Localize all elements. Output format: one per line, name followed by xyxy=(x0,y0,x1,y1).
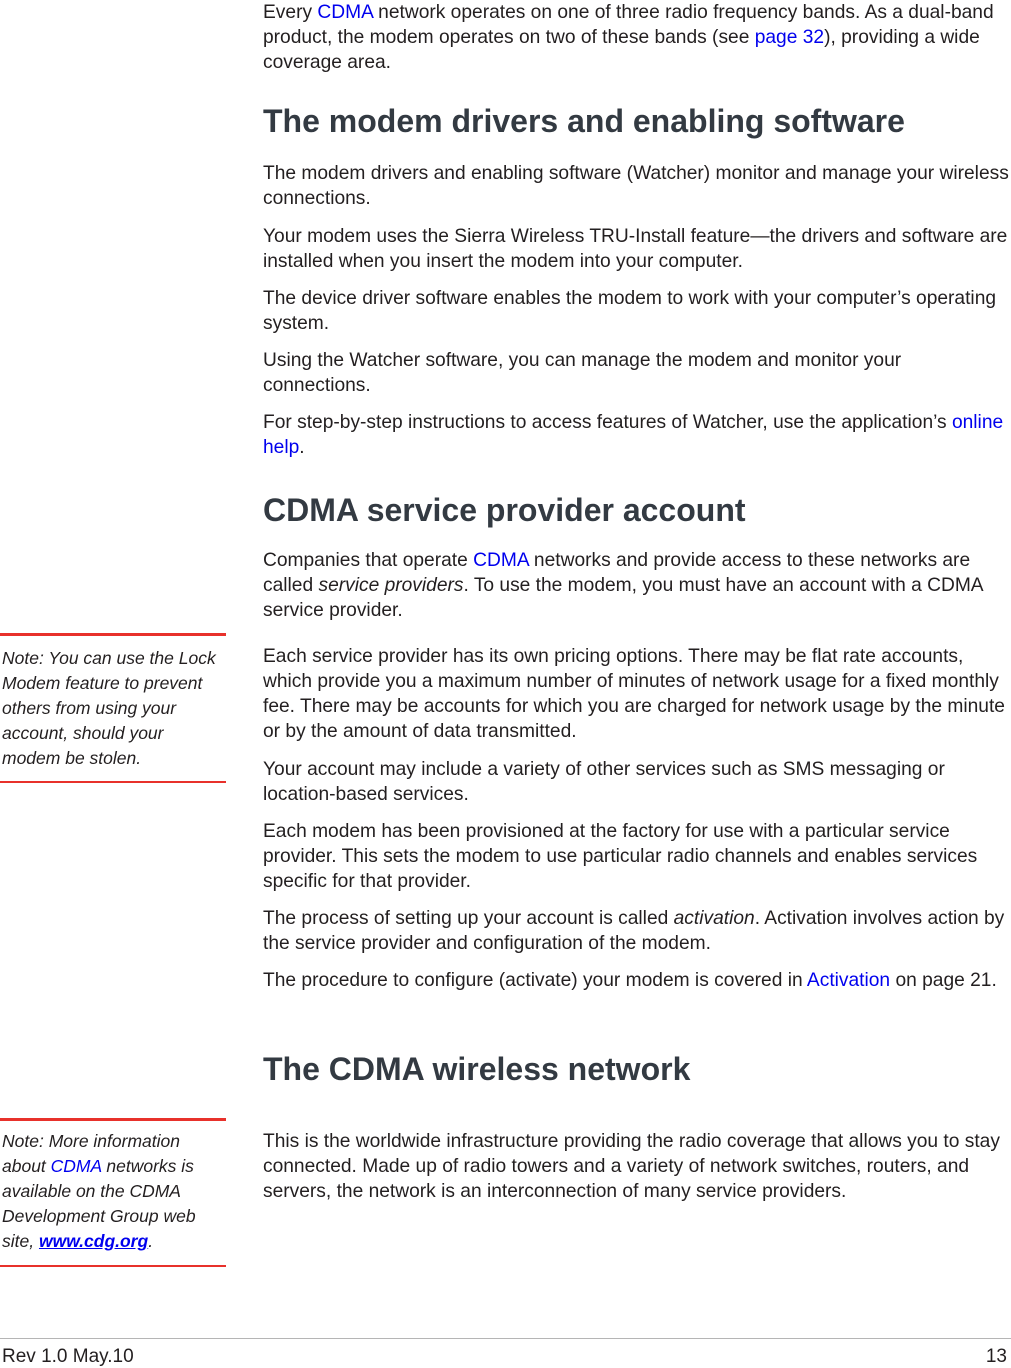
drivers-paragraph-2: Your modem uses the Sierra Wireless TRU-Install feature—the drivers and software are installed when you insert the modem into your computer. xyxy=(263,226,1008,272)
drivers-p5-text-2: . xyxy=(299,437,305,458)
account-p1-text-1: Companies that operate xyxy=(263,550,474,571)
service-providers-term: service providers xyxy=(318,575,464,596)
account-paragraph-3: Your account may include a variety of other services such as SMS messaging or location-based services. xyxy=(263,759,945,805)
cdma-link[interactable]: CDMA xyxy=(317,2,373,23)
network-paragraph-1: This is the worldwide infrastructure providing the radio coverage that allows you to stay connected. Made up of radio towers and a variety of network switches, routers, and servers, the network is an interconnection of many service providers. xyxy=(263,1131,1000,1202)
section-heading-account: CDMA service provider account xyxy=(263,492,746,528)
note2-text-2: networks is available on the CDMA Development Group web site, xyxy=(2,1156,196,1251)
note2-text-3: . xyxy=(148,1231,154,1251)
cdma-link[interactable]: CDMA xyxy=(50,1156,102,1176)
page-32-link[interactable]: page 32 xyxy=(754,27,825,48)
note2-text-1: Note: More information about xyxy=(2,1131,180,1176)
section-heading-drivers: The modem drivers and enabling software xyxy=(263,103,905,139)
intro-paragraph xyxy=(263,0,1011,75)
drivers-paragraph-3: The device driver software enables the modem to work with your computer’s operating system. xyxy=(263,288,997,334)
drivers-p5-text-1: For step-by-step instructions to access features of Watcher, use the application’s xyxy=(263,412,952,433)
note-cdg-info xyxy=(2,1129,226,1254)
intro-text-2: network operates on one of three radio frequency bands. As a dual-band product, the modem operates on two of these bands (see xyxy=(263,2,994,48)
activation-link[interactable]: Activation xyxy=(806,970,891,991)
activation-term: activation xyxy=(673,908,755,929)
drivers-paragraph-5 xyxy=(263,410,1011,460)
note-top-rule xyxy=(0,1118,226,1121)
account-p5-text-2: . Activation involves action by the service provider and configuration of the modem. xyxy=(263,908,1005,954)
account-paragraph-5 xyxy=(263,906,1011,956)
account-p6-text-1: The procedure to configure (activate) your modem is covered in xyxy=(263,970,807,991)
account-paragraph-2: Each service provider has its own pricing options. There may be flat rate accounts, which provide you a maximum number of minutes of network usage for a fixed monthly fee. There may be accounts for which you are charged for network usage by the minute or by the amount of data transmitted. xyxy=(263,646,1005,742)
account-paragraph-1 xyxy=(263,548,1011,623)
note-bottom-rule xyxy=(0,781,226,783)
drivers-paragraph-1: The modem drivers and enabling software (Watcher) monitor and manage your wireless connections. xyxy=(263,163,1009,209)
section-heading-network: The CDMA wireless network xyxy=(263,1051,691,1087)
note-top-rule xyxy=(0,633,226,636)
online-help-link[interactable]: online help xyxy=(263,412,1004,458)
drivers-paragraph-4: Using the Watcher software, you can manage the modem and monitor your connections. xyxy=(263,350,902,396)
cdg-website-link[interactable]: www.cdg.org xyxy=(38,1231,149,1251)
account-p1-text-2: networks and provide access to these networks are called xyxy=(263,550,971,596)
account-p1-text-3: . To use the modem, you must have an account with a CDMA service provider. xyxy=(263,575,983,621)
note-bottom-rule xyxy=(0,1265,226,1267)
account-paragraph-4: Each modem has been provisioned at the factory for use with a particular service provider. This sets the modem to use particular radio channels and enables services specific for that provider. xyxy=(263,821,978,892)
revision-label: Rev 1.0 May.10 xyxy=(2,1346,134,1367)
account-paragraph-6 xyxy=(263,968,1011,993)
intro-text-1: Every xyxy=(263,2,318,23)
intro-text-3: ), providing a wide coverage area. xyxy=(263,27,980,73)
account-p6-text-2: on page 21. xyxy=(890,970,997,991)
page-number: 13 xyxy=(985,1346,1007,1367)
footer-divider xyxy=(0,1338,1011,1339)
account-p5-text-1: The process of setting up your account is called xyxy=(263,908,674,929)
cdma-link[interactable]: CDMA xyxy=(473,550,529,571)
note-lock-modem: Note: You can use the Lock Modem feature to prevent others from using your account, should your modem be stolen. xyxy=(2,648,216,768)
